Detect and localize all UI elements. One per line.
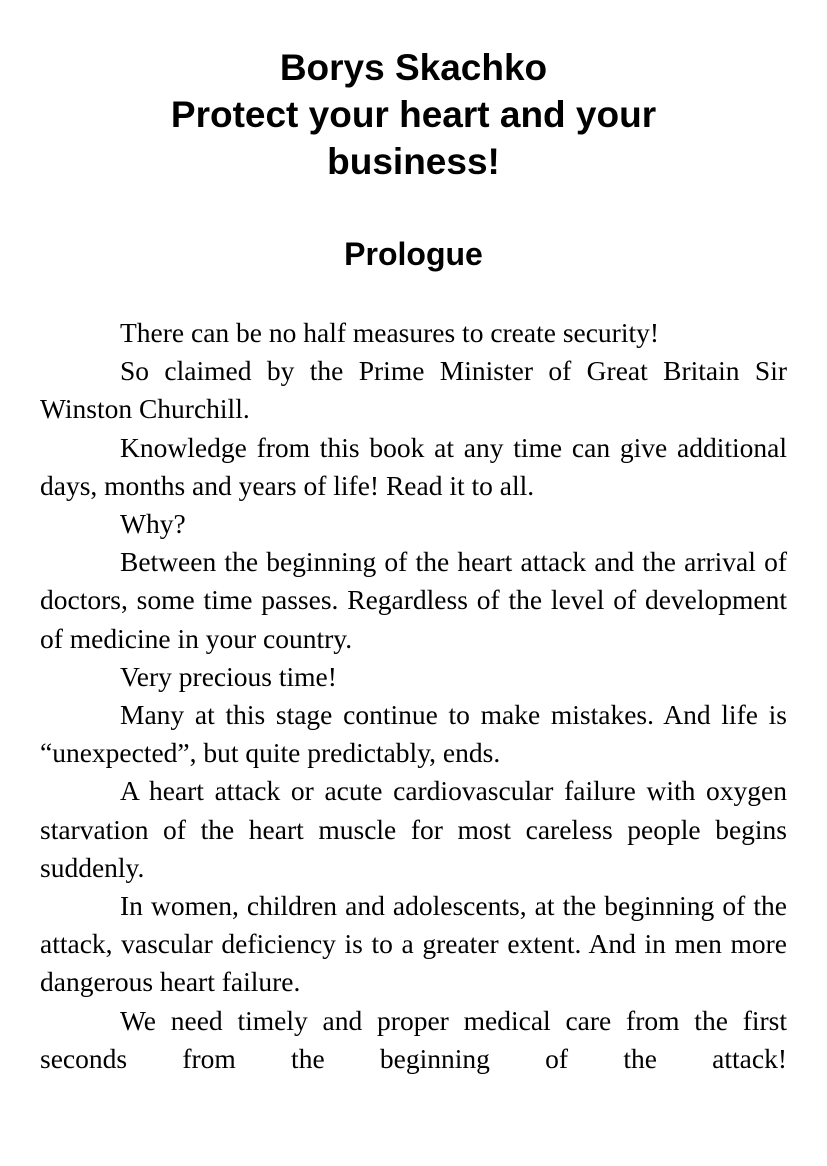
paragraph: A heart attack or acute cardiovascular failure with oxygen starvation of the heart muscle for most careless people begins suddenly. xyxy=(40,775,787,883)
section-heading: Prologue xyxy=(344,236,483,272)
document-title xyxy=(0,44,827,185)
paragraph: So claimed by the Prime Minister of Great Britain Sir Winston Churchill. xyxy=(40,355,787,425)
paragraph: Knowledge from this book at any time can give additional days, months and years of life! Read it to all. xyxy=(40,431,787,501)
paragraph: Very precious time! xyxy=(120,660,337,692)
paragraph: Many at this stage continue to make mistakes. And life is “unexpected”, but quite predictably, ends. xyxy=(40,699,787,769)
paragraph: In women, children and adolescents, at the beginning of the attack, vascular deficiency is to a greater extent. And in men more dangerous heart failure. xyxy=(40,890,787,998)
paragraph: Between the beginning of the heart attack and the arrival of doctors, some time passes. Regardless of the level of development of medicine in your country. xyxy=(40,546,787,654)
author-name: Borys Skachko xyxy=(279,47,548,88)
book-title-line-2: business! xyxy=(327,141,500,182)
body-text xyxy=(40,314,787,1078)
paragraph: Why? xyxy=(120,508,186,540)
paragraph: We need timely and proper medical care from the first seconds from the beginning of the attack! xyxy=(40,1004,787,1074)
book-title-line-1: Protect your heart and your xyxy=(170,94,657,135)
paragraph: There can be no half measures to create security! xyxy=(120,317,660,348)
